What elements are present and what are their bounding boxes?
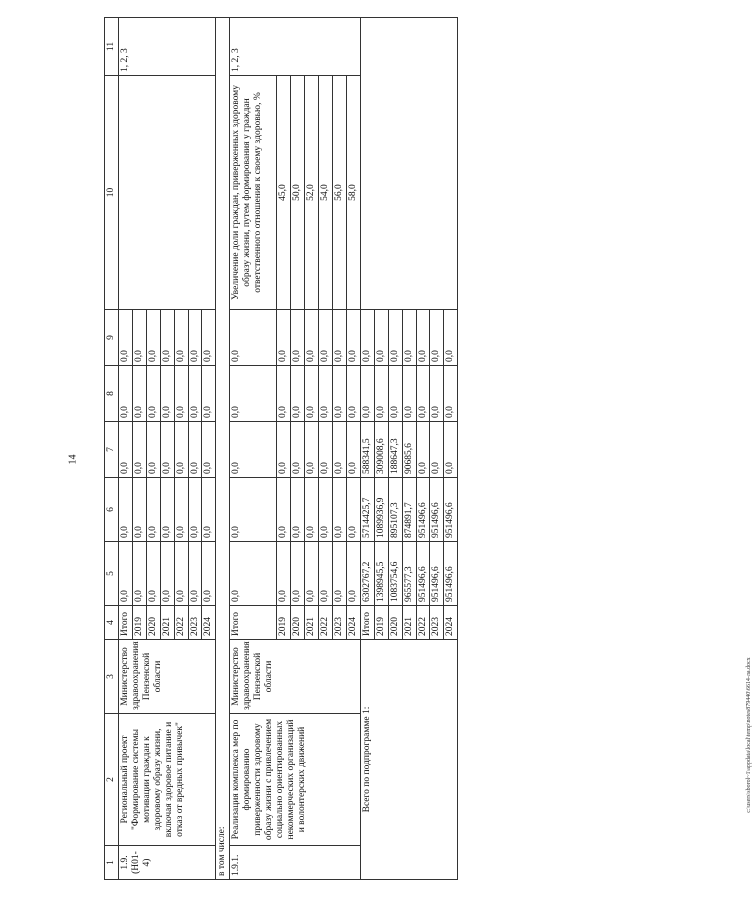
- value-cell: 0,0: [346, 366, 360, 422]
- page-number: 14: [67, 454, 79, 465]
- value-cell: 0,0: [402, 366, 416, 422]
- value-cell: 0,0: [374, 310, 388, 366]
- year-cell: 2021: [305, 606, 319, 640]
- value-cell: 0,0: [346, 422, 360, 478]
- value-cell: 0,0: [332, 478, 346, 542]
- footer-file-path: c:\users\sborol~1\appdata\local\temp\notes879440\6614-ла.docx: [746, 657, 752, 813]
- value-cell: 0,0: [291, 422, 305, 478]
- value-cell: 0,0: [202, 310, 216, 366]
- value-cell: 0,0: [202, 366, 216, 422]
- executor: Министерство здравоохранения Пензенской области: [230, 640, 361, 714]
- col-header-11: 11: [105, 18, 119, 76]
- year-cell: 2019: [374, 606, 388, 640]
- total-row: [360, 18, 374, 880]
- value-cell: 874891,7: [402, 478, 416, 542]
- value-cell: 0,0: [188, 478, 202, 542]
- col-header-7: 7: [105, 422, 119, 478]
- indicator-value: 56,0: [332, 76, 346, 310]
- indicator-value: 58,0: [346, 76, 360, 310]
- col-header-4: 4: [105, 606, 119, 640]
- indicator-cell: [118, 76, 215, 310]
- value-cell: 0,0: [160, 366, 174, 422]
- value-cell: 0,0: [319, 310, 333, 366]
- value-cell: 1398945,5: [374, 542, 388, 606]
- value-cell: 0,0: [146, 422, 160, 478]
- value-cell: 0,0: [230, 366, 277, 422]
- col-header-5: 5: [105, 542, 119, 606]
- value-cell: 0,0: [160, 422, 174, 478]
- value-cell: 0,0: [146, 310, 160, 366]
- total-empty-cell: [360, 18, 457, 310]
- year-cell: 2019: [132, 606, 146, 640]
- value-cell: 0,0: [188, 542, 202, 606]
- value-cell: 0,0: [160, 478, 174, 542]
- value-cell: 0,0: [174, 542, 188, 606]
- value-cell: 0,0: [174, 422, 188, 478]
- year-cell: 2022: [319, 606, 333, 640]
- value-cell: 0,0: [188, 310, 202, 366]
- rotated-table-frame: [104, 18, 580, 880]
- value-cell: 0,0: [319, 422, 333, 478]
- value-cell: 0,0: [430, 310, 444, 366]
- value-cell: 0,0: [319, 542, 333, 606]
- goal-ref: 1, 2, 3: [118, 18, 215, 76]
- value-cell: 0,0: [388, 366, 402, 422]
- executor: Министерство здравоохранения Пензенской области: [118, 640, 215, 714]
- col-header-1: 1: [105, 846, 119, 880]
- value-cell: 951496,6: [416, 478, 430, 542]
- value-cell: 0,0: [402, 310, 416, 366]
- value-cell: 0,0: [305, 366, 319, 422]
- value-cell: 0,0: [202, 422, 216, 478]
- value-cell: 0,0: [230, 542, 277, 606]
- value-cell: 0,0: [174, 310, 188, 366]
- value-cell: 0,0: [202, 542, 216, 606]
- value-cell: 0,0: [132, 366, 146, 422]
- column-number-row: [105, 18, 119, 880]
- goal-ref: 1, 2, 3: [230, 18, 361, 76]
- value-cell: 0,0: [118, 366, 132, 422]
- indicator-value: 45,0: [277, 76, 291, 310]
- value-cell: 0,0: [118, 310, 132, 366]
- value-cell: 0,0: [146, 366, 160, 422]
- value-cell: 0,0: [319, 478, 333, 542]
- value-cell: 0,0: [430, 422, 444, 478]
- value-cell: 0,0: [291, 310, 305, 366]
- year-cell: 2020: [388, 606, 402, 640]
- value-cell: 0,0: [160, 310, 174, 366]
- value-cell: 0,0: [346, 478, 360, 542]
- indicator-value: 54,0: [319, 76, 333, 310]
- value-cell: 0,0: [132, 478, 146, 542]
- value-cell: 0,0: [230, 478, 277, 542]
- value-cell: 0,0: [360, 366, 374, 422]
- value-cell: 0,0: [118, 542, 132, 606]
- value-cell: 0,0: [346, 542, 360, 606]
- value-cell: 0,0: [388, 310, 402, 366]
- year-cell: 2022: [174, 606, 188, 640]
- value-cell: 0,0: [146, 478, 160, 542]
- table-row: [230, 18, 277, 880]
- value-cell: 1083754,6: [388, 542, 402, 606]
- value-cell: 0,0: [332, 422, 346, 478]
- program-table: [104, 17, 458, 880]
- value-cell: 0,0: [291, 478, 305, 542]
- value-cell: 0,0: [291, 366, 305, 422]
- value-cell: 309008,6: [374, 422, 388, 478]
- value-cell: 0,0: [118, 422, 132, 478]
- value-cell: 0,0: [230, 422, 277, 478]
- year-cell: Итого: [230, 606, 277, 640]
- table-row: [118, 18, 132, 880]
- row-number: 1.9.1.: [230, 846, 361, 880]
- value-cell: 0,0: [360, 310, 374, 366]
- value-cell: 0,0: [332, 542, 346, 606]
- value-cell: 0,0: [202, 478, 216, 542]
- value-cell: 0,0: [332, 366, 346, 422]
- value-cell: 0,0: [305, 310, 319, 366]
- value-cell: 0,0: [305, 478, 319, 542]
- value-cell: 0,0: [346, 310, 360, 366]
- total-label: Всего по подпрограмме 1:: [360, 640, 457, 880]
- year-cell: 2023: [430, 606, 444, 640]
- value-cell: 6302767,2: [360, 542, 374, 606]
- indicator-value: 50,0: [291, 76, 305, 310]
- value-cell: 965577,3: [402, 542, 416, 606]
- in-that-number-label: в том числе:: [216, 18, 230, 880]
- subheader-row: [216, 18, 230, 880]
- col-header-3: 3: [105, 640, 119, 714]
- row-number-main: 1.9.: [119, 855, 130, 870]
- value-cell: 951496,6: [444, 478, 458, 542]
- year-cell: 2020: [291, 606, 305, 640]
- indicator-value: 52,0: [305, 76, 319, 310]
- year-cell: 2024: [202, 606, 216, 640]
- year-cell: 2021: [402, 606, 416, 640]
- year-cell: 2020: [146, 606, 160, 640]
- col-header-2: 2: [105, 714, 119, 846]
- value-cell: 0,0: [146, 542, 160, 606]
- value-cell: 0,0: [277, 310, 291, 366]
- year-cell: 2023: [332, 606, 346, 640]
- value-cell: 0,0: [132, 542, 146, 606]
- value-cell: 0,0: [118, 478, 132, 542]
- year-cell: 2021: [160, 606, 174, 640]
- value-cell: 951496,6: [430, 542, 444, 606]
- value-cell: 0,0: [332, 310, 346, 366]
- col-header-10: 10: [105, 76, 119, 310]
- value-cell: 0,0: [416, 310, 430, 366]
- value-cell: 951496,6: [444, 542, 458, 606]
- value-cell: 0,0: [416, 422, 430, 478]
- value-cell: 90685,6: [402, 422, 416, 478]
- value-cell: 0,0: [291, 542, 305, 606]
- year-cell: 2024: [444, 606, 458, 640]
- value-cell: 0,0: [444, 366, 458, 422]
- value-cell: 0,0: [132, 310, 146, 366]
- value-cell: 0,0: [305, 422, 319, 478]
- value-cell: 0,0: [188, 366, 202, 422]
- value-cell: 0,0: [444, 422, 458, 478]
- row-number: [118, 846, 215, 880]
- col-header-9: 9: [105, 310, 119, 366]
- value-cell: 951496,6: [430, 478, 444, 542]
- value-cell: 0,0: [188, 422, 202, 478]
- value-cell: 0,0: [444, 310, 458, 366]
- rotated-table-content: [104, 18, 580, 880]
- measure-name: Реализация комплекса мер по формированию приверженности здоровому образу жизни с привлечением социально ориентированных некоммерческих организаций и волонтерских движений: [230, 714, 361, 846]
- value-cell: 0,0: [230, 310, 277, 366]
- value-cell: 0,0: [374, 366, 388, 422]
- value-cell: 5714425,7: [360, 478, 374, 542]
- value-cell: 0,0: [277, 478, 291, 542]
- value-cell: 0,0: [430, 366, 444, 422]
- value-cell: 0,0: [277, 542, 291, 606]
- row-number-code: (Н01-4): [130, 851, 152, 874]
- value-cell: 0,0: [319, 366, 333, 422]
- value-cell: 0,0: [174, 478, 188, 542]
- year-cell: 2024: [346, 606, 360, 640]
- value-cell: 951496,6: [416, 542, 430, 606]
- col-header-6: 6: [105, 478, 119, 542]
- col-header-8: 8: [105, 366, 119, 422]
- indicator-description: Увеличение доли граждан, приверженных здоровому образу жизни, путем формирования у граждан ответственного отношения к своему здоровью, %: [230, 76, 277, 310]
- year-cell: 2023: [188, 606, 202, 640]
- value-cell: 0,0: [174, 366, 188, 422]
- value-cell: 0,0: [305, 542, 319, 606]
- value-cell: 0,0: [277, 366, 291, 422]
- value-cell: 188647,3: [388, 422, 402, 478]
- value-cell: 588341,5: [360, 422, 374, 478]
- year-cell: Итого: [118, 606, 132, 640]
- project-name: Региональный проект "Формирование системы мотивации граждан к здоровому образу жизни, включая здоровое питание и отказ от вредных привычек": [118, 714, 215, 846]
- year-cell: 2022: [416, 606, 430, 640]
- value-cell: 0,0: [416, 366, 430, 422]
- value-cell: 1089936,9: [374, 478, 388, 542]
- value-cell: 0,0: [277, 422, 291, 478]
- value-cell: 0,0: [160, 542, 174, 606]
- year-cell: Итого: [360, 606, 374, 640]
- value-cell: 0,0: [132, 422, 146, 478]
- year-cell: 2019: [277, 606, 291, 640]
- value-cell: 895107,3: [388, 478, 402, 542]
